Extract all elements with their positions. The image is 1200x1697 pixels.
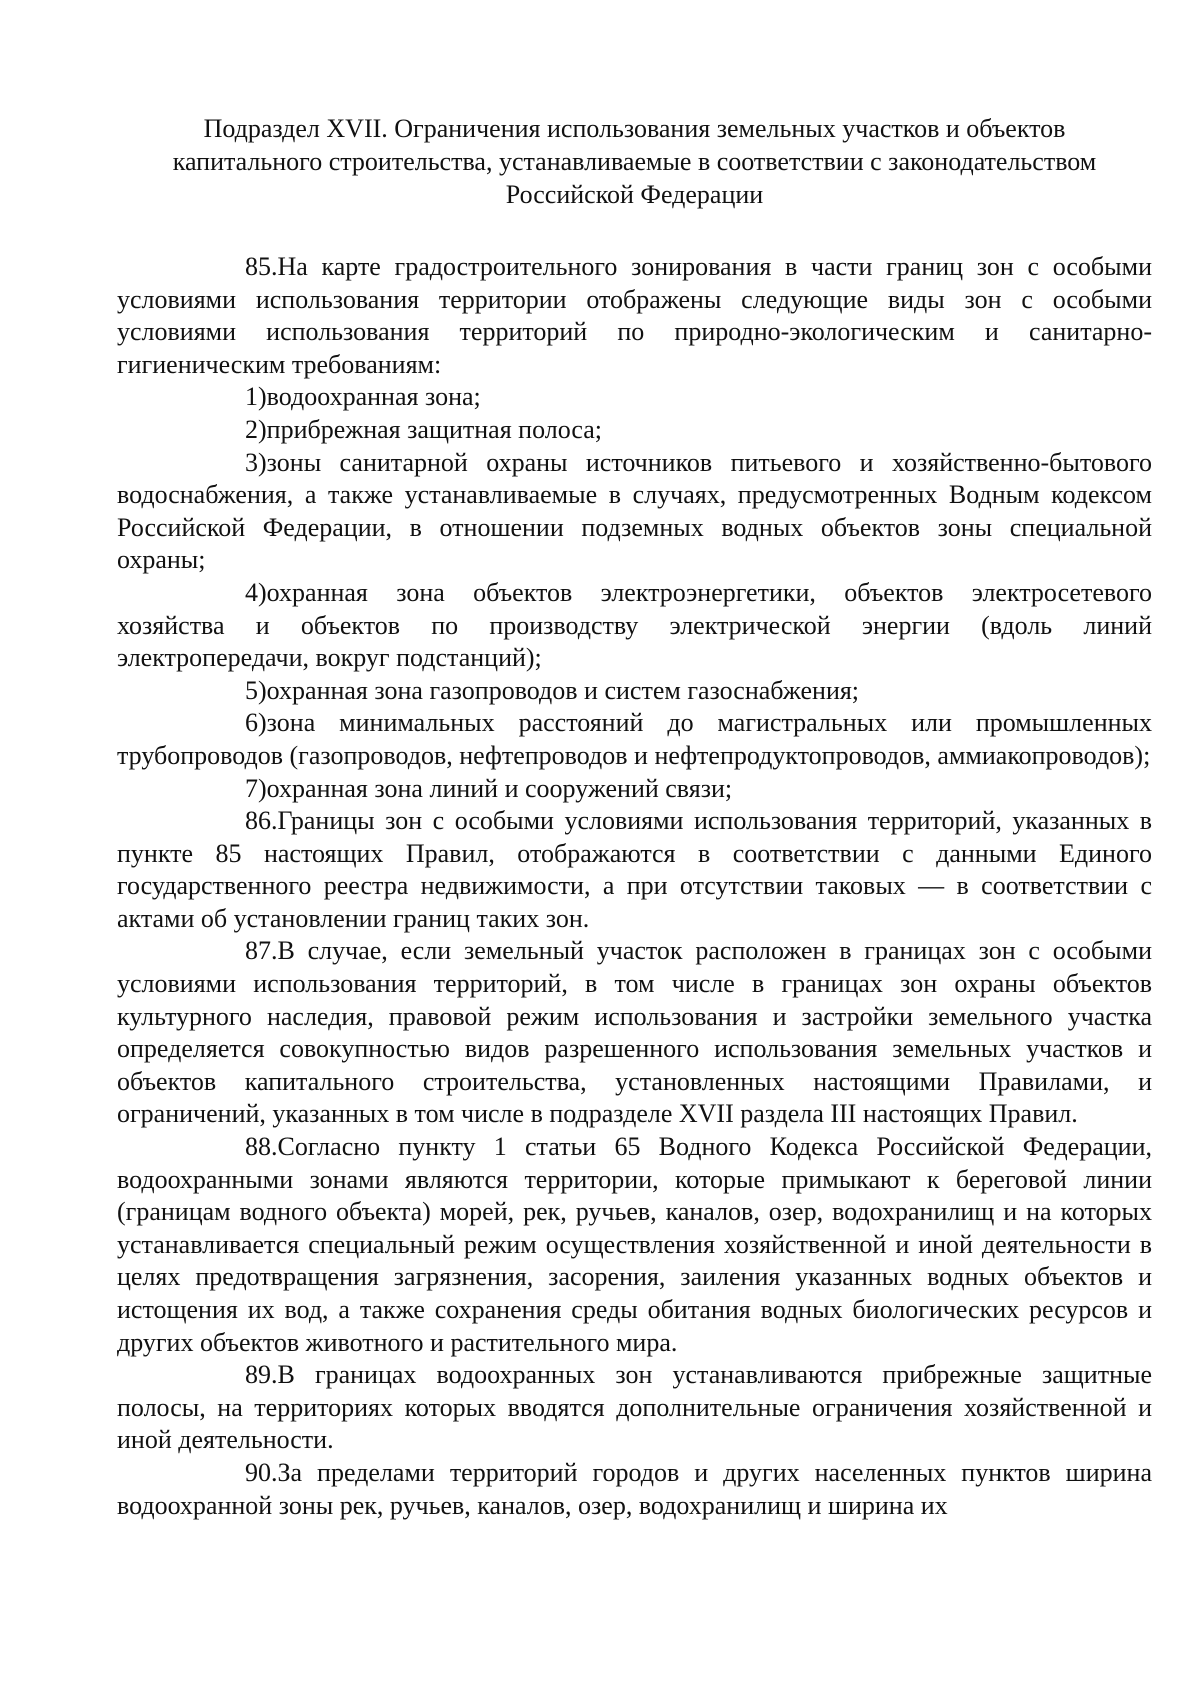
paragraph-89 — [117, 1359, 1152, 1457]
list-item-number: 7) — [245, 773, 267, 803]
paragraph-90 — [117, 1457, 1152, 1522]
paragraph-85 — [117, 251, 1152, 381]
paragraph-87 — [117, 935, 1152, 1131]
paragraph-text: В случае, если земельный участок расположен в границах зон с особыми условиями использования территорий, в том числе в границах зон охраны объектов культурного наследия, правовой режим использования и застройки земельного участка определяется совокупностью видов разрешенного использования земельных участков и объектов капитального строительства, установленных настоящими Правилами, и ограничений, указанных в том числе в подразделе XVII раздела III настоящих Правил. — [117, 936, 1152, 1129]
paragraph-text: Границы зон с особыми условиями использования территорий, указанных в пункте 85 настоящих Правил, отображаются в соответствии с данными Единого государственного реестра недвижимости, а при отсутствии таковых — в соответствии с актами об установлении границ таких зон. — [117, 806, 1152, 933]
list-item-4 — [117, 577, 1152, 675]
list-item-number: 1) — [245, 382, 267, 412]
section-heading — [117, 112, 1152, 211]
paragraph-number: 87. — [245, 936, 278, 966]
list-item-7 — [117, 773, 1152, 806]
paragraph-number: 89. — [245, 1360, 278, 1390]
list-item-3 — [117, 447, 1152, 577]
heading-line-2: капитального строительства, устанавливаемые в соответствии с законодательством — [172, 147, 1097, 176]
list-item-text: зоны санитарной охраны источников питьевого и хозяйственно-бытового водоснабжения, а также устанавливаемые в случаях, предусмотренных Водным кодексом Российской Федерации, в отношении подземных водных объектов зоны специальной охраны; — [117, 447, 1152, 575]
list-item-text: охранная зона газопроводов и систем газоснабжения; — [266, 675, 860, 705]
paragraph-text: Согласно пункту 1 статьи 65 Водного Кодекса Российской Федерации, водоохранными зонами являются территории, которые примыкают к береговой линии (границам водного объекта) морей, рек, ручьев, каналов, озер, водохранилищ и на которых устанавливается специальный режим осуществления хозяйственной и иной деятельности в целях предотвращения загрязнения, засорения, заиления указанных водных объектов и истощения их вод, а также сохранения среды обитания водных биологических ресурсов и других объектов животного и растительного мира. — [117, 1132, 1152, 1357]
list-item-text: прибрежная защитная полоса; — [266, 414, 602, 444]
list-item-text: зона минимальных расстояний до магистральных или промышленных трубопроводов (газопроводов, нефтепроводов и нефтепродуктопроводов, аммиакопроводов); — [117, 708, 1152, 770]
list-item-number: 3) — [245, 447, 267, 477]
list-item-1 — [117, 381, 1152, 414]
list-item-text: водоохранная зона; — [266, 382, 481, 412]
list-item-2 — [117, 414, 1152, 447]
paragraph-86 — [117, 805, 1152, 935]
paragraph-number: 88. — [245, 1132, 278, 1162]
paragraph-text: На карте градостроительного зонирования в части границ зон с особыми условиями использования территории отображены следующие виды зон с особыми условиями использования территорий по природно-экологическим и санитарно-гигиеническим требованиям: — [117, 252, 1152, 379]
list-item-text: охранная зона объектов электроэнергетики, объектов электросетевого хозяйства и объектов по производству электрической энергии (вдоль линий электропередачи, вокруг подстанций); — [117, 577, 1152, 673]
list-item-number: 4) — [245, 577, 267, 607]
list-item-number: 6) — [245, 708, 267, 738]
list-item-5 — [117, 675, 1152, 708]
paragraph-number: 90. — [245, 1457, 278, 1487]
paragraph-number: 85. — [245, 252, 278, 281]
list-item-6 — [117, 707, 1152, 772]
list-item-number: 5) — [245, 675, 267, 705]
document-page — [117, 112, 1152, 1522]
heading-line-3: Российской Федерации — [505, 180, 764, 209]
list-item-number: 2) — [245, 414, 267, 444]
list-item-text: охранная зона линий и сооружений связи; — [266, 773, 733, 803]
paragraph-text: За пределами территорий городов и других населенных пунктов ширина водоохранной зоны рек, ручьев, каналов, озер, водохранилищ и ширина их — [117, 1457, 1152, 1520]
paragraph-88 — [117, 1131, 1152, 1359]
paragraph-text: В границах водоохранных зон устанавливаются прибрежные защитные полосы, на территориях которых вводятся дополнительные ограничения хозяйственной и иной деятельности. — [117, 1360, 1152, 1455]
heading-line-1: Подраздел XVII. Ограничения использования земельных участков и объектов — [203, 114, 1066, 143]
paragraph-number: 86. — [245, 806, 278, 836]
